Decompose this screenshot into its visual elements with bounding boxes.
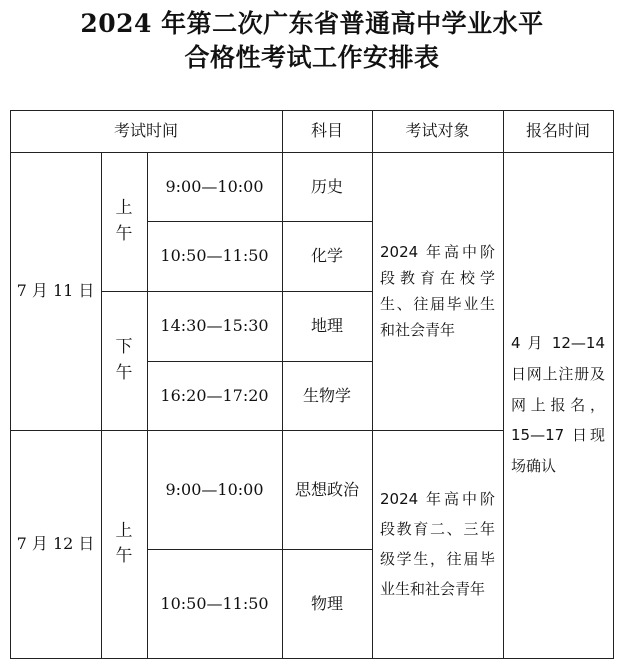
time-slot: 9:00—10:00 bbox=[165, 479, 264, 499]
time-slot: 10:50—11:50 bbox=[160, 593, 269, 613]
subject-cell: 化学 bbox=[310, 246, 343, 266]
header-target: 考试对象 bbox=[405, 121, 470, 141]
header-time: 考试时间 bbox=[113, 121, 178, 141]
table-border-right bbox=[613, 110, 614, 659]
period-day1-morning bbox=[101, 152, 147, 291]
period-char: 午 bbox=[115, 223, 133, 244]
period-char: 上 bbox=[115, 520, 133, 541]
target-day-1: 2024 年高中阶段教育在校学生、往届毕业生和社会青年 bbox=[380, 242, 495, 340]
header-registration: 报名时间 bbox=[525, 121, 590, 141]
subject-cell: 历史 bbox=[310, 176, 343, 196]
title-line-2: 合格性考试工作安排表 bbox=[184, 43, 440, 72]
subject-cell: 物理 bbox=[310, 593, 343, 613]
target-day-2: 2024 年高中阶段教育二、三年级学生，往届毕业生和社会青年 bbox=[380, 490, 495, 598]
subject-cell: 地理 bbox=[310, 316, 343, 336]
header-subject: 科目 bbox=[310, 121, 343, 141]
period-char: 上 bbox=[115, 198, 133, 218]
registration-info: 4 月 12—14 日网上注册及网上报名，15—17 日现场确认 bbox=[511, 334, 605, 476]
time-slot: 14:30—15:30 bbox=[160, 316, 269, 336]
time-slot: 16:20—17:20 bbox=[160, 385, 269, 405]
date-day-1: 7 月 11 日 bbox=[16, 281, 95, 301]
period-day2-morning bbox=[101, 430, 147, 658]
subject-cell: 生物学 bbox=[302, 385, 351, 405]
period-char: 午 bbox=[115, 362, 133, 383]
period-char: 下 bbox=[115, 337, 133, 357]
time-slot: 10:50—11:50 bbox=[160, 246, 269, 266]
date-day-2: 7 月 12 日 bbox=[16, 534, 95, 554]
period-day1-afternoon bbox=[101, 291, 147, 430]
subject-cell: 思想政治 bbox=[294, 479, 359, 499]
period-char: 午 bbox=[115, 546, 133, 566]
time-slot: 9:00—10:00 bbox=[165, 176, 264, 196]
title-line-1: 2024 年第二次广东省普通高中学业水平 bbox=[80, 9, 544, 38]
